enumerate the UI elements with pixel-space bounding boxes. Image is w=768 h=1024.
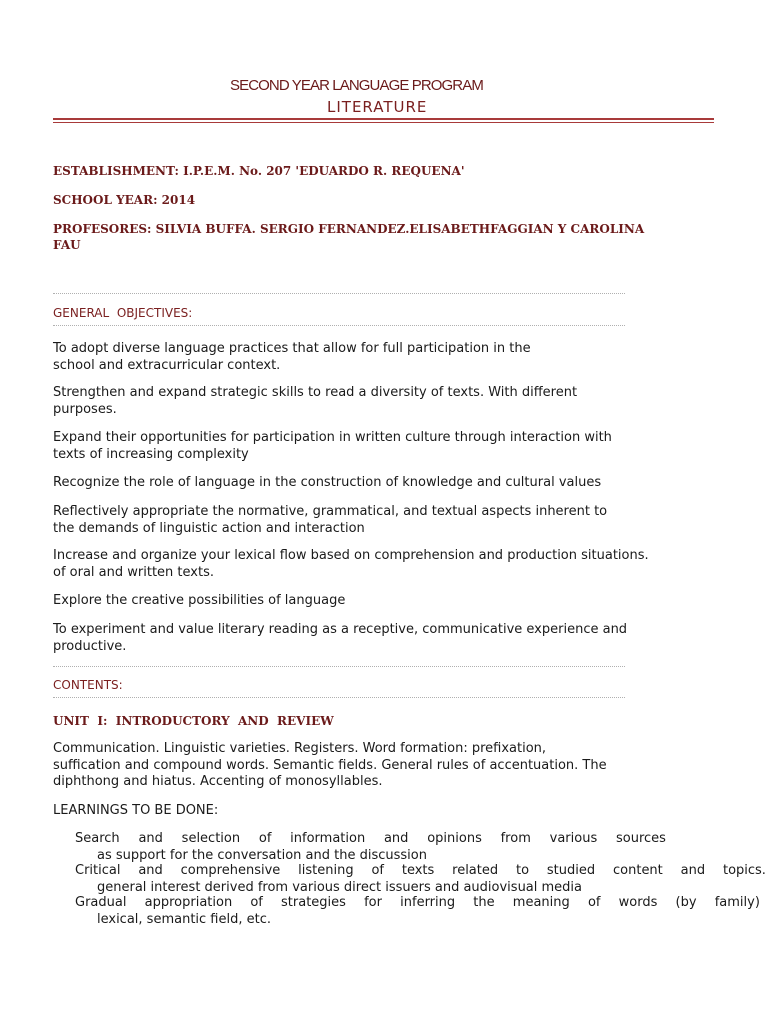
- contents-heading: CONTENTS:: [53, 678, 123, 692]
- objective-text: the demands of linguistic action and interaction: [53, 520, 365, 536]
- objectives-heading: GENERAL OBJECTIVES:: [53, 306, 193, 320]
- learning-word: and: [138, 831, 163, 846]
- unit-text-line: diphthong and hiatus. Accenting of monosyllables.: [53, 774, 383, 789]
- learning-word: content: [613, 863, 663, 878]
- objective-item: [53, 504, 607, 537]
- learning-word: studied: [546, 863, 596, 878]
- learning-item: [75, 831, 666, 864]
- section-divider: [53, 697, 625, 698]
- objective-item: [53, 475, 601, 492]
- document-title: SECOND YEAR LANGUAGE PROGRAM: [230, 77, 483, 94]
- learnings-heading: [53, 803, 218, 820]
- objective-text: Increase and organize your lexical flow based on comprehension and production situations.: [53, 548, 649, 563]
- learning-word: (by: [675, 895, 697, 910]
- learning-word: appropriation: [144, 895, 233, 910]
- establishment-line: ESTABLISHMENT: I.P.E.M. No. 207 'EDUARDO R. REQUENA': [53, 164, 465, 178]
- professors-line-continued: FAU: [53, 238, 81, 252]
- section-divider: [53, 293, 625, 294]
- learning-word: selection: [181, 831, 241, 846]
- learning-word: Gradual: [75, 895, 127, 910]
- learning-word: from: [500, 831, 531, 846]
- learning-word: of: [258, 831, 272, 846]
- objective-text: of oral and written texts.: [53, 564, 214, 580]
- learning-word: opinions: [427, 831, 482, 846]
- learning-word: topics.: [722, 863, 766, 878]
- objective-text: Strengthen and expand strategic skills to read a diversity of texts. With different: [53, 385, 578, 400]
- learning-line-continued: as support for the conversation and the discussion: [97, 847, 427, 863]
- learning-word: to: [515, 863, 530, 878]
- objective-item: [53, 593, 345, 610]
- learning-word: of: [250, 895, 263, 910]
- objective-text: Recognize the role of language in the construction of knowledge and cultural values: [53, 475, 602, 490]
- learning-item: [75, 863, 766, 896]
- learning-word: related: [452, 863, 499, 878]
- learning-line: [75, 863, 766, 880]
- learning-word: texts: [401, 863, 435, 878]
- objective-item: [53, 385, 577, 418]
- learning-line-continued: general interest derived from various direct issuers and audiovisual media: [97, 879, 583, 895]
- learning-word: inferring: [400, 895, 456, 910]
- learnings-label: LEARNINGS TO BE DONE:: [53, 803, 219, 818]
- title-rule-thin: [53, 122, 714, 123]
- objective-text: Expand their opportunities for participation in written culture through interaction with: [53, 430, 612, 445]
- objective-text: texts of increasing complexity: [53, 446, 249, 462]
- learning-line: [75, 831, 666, 848]
- learning-word: the: [473, 895, 495, 910]
- learning-word: various: [549, 831, 598, 846]
- learning-word: of: [587, 895, 601, 910]
- objective-text: To experiment and value literary reading as a receptive, communicative experience and: [53, 622, 628, 637]
- learning-word: Search: [75, 831, 120, 846]
- learning-word: sources: [616, 831, 666, 846]
- school-year-line: SCHOOL YEAR: 2014: [53, 193, 196, 207]
- learning-word: for: [364, 895, 382, 910]
- learning-word: and: [138, 863, 163, 878]
- learning-word: meaning: [512, 895, 570, 910]
- learning-word: comprehensive: [180, 863, 281, 878]
- learning-line: [75, 895, 760, 912]
- unit-text-line: Communication. Linguistic varieties. Registers. Word formation: prefixation,: [53, 741, 547, 756]
- objective-item: [53, 548, 649, 581]
- objective-text: school and extracurricular context.: [53, 357, 281, 373]
- objective-item: [53, 341, 531, 374]
- learning-line-continued: lexical, semantic field, etc.: [97, 911, 271, 927]
- professors-line: PROFESORES: SILVIA BUFFA. SERGIO FERNANDEZ.ELISABETHFAGGIAN Y CAROLINA: [53, 222, 645, 236]
- objective-item: [53, 622, 627, 655]
- objective-text: To adopt diverse language practices that allow for full participation in the: [53, 341, 531, 356]
- learning-word: words: [618, 895, 658, 910]
- learning-word: family): [714, 895, 760, 910]
- learning-word: of: [371, 863, 384, 878]
- objective-text: purposes.: [53, 401, 117, 417]
- section-divider: [53, 325, 625, 326]
- learning-word: and: [383, 831, 409, 846]
- learning-item: [75, 895, 760, 928]
- objective-text: Explore the creative possibilities of language: [53, 593, 346, 608]
- objective-item: [53, 430, 612, 463]
- document-subtitle: LITERATURE: [327, 98, 428, 116]
- learning-word: strategies: [281, 895, 346, 910]
- learning-word: listening: [298, 863, 354, 878]
- objective-text: Reflectively appropriate the normative, grammatical, and textual aspects inherent to: [53, 504, 608, 519]
- unit-description: [53, 741, 607, 791]
- learning-word: and: [680, 863, 706, 878]
- unit-text-line: suffication and compound words. Semantic fields. General rules of accentuation. The: [53, 757, 607, 773]
- learning-word: information: [290, 831, 366, 846]
- section-divider: [53, 666, 625, 667]
- learning-word: Critical: [75, 863, 121, 878]
- unit-title: UNIT I: INTRODUCTORY AND REVIEW: [53, 714, 334, 728]
- objective-text: productive.: [53, 638, 127, 654]
